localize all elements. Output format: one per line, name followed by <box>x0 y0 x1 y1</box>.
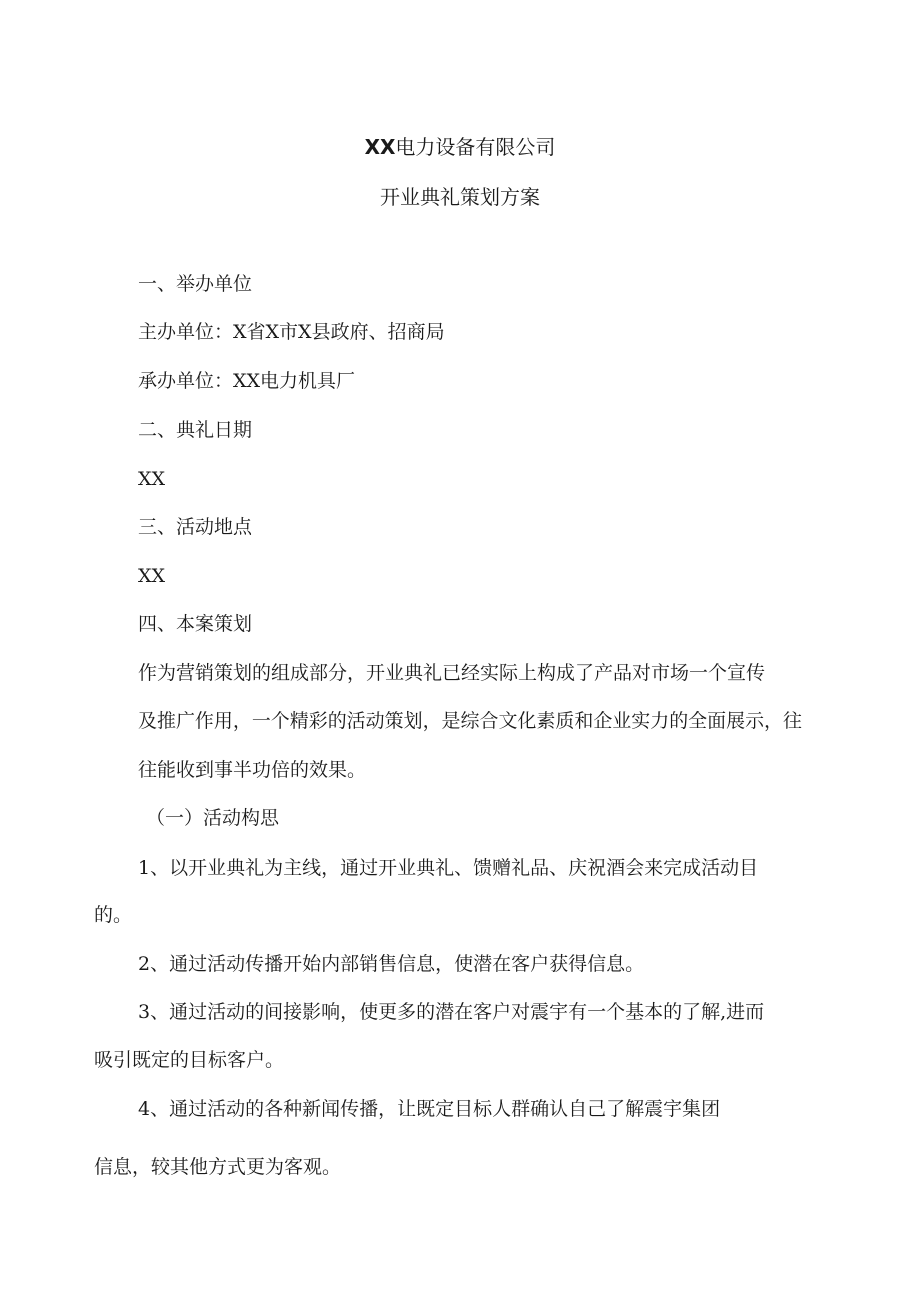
concept-item-4-line-2: 信息，较其他方式更为客观。 <box>94 1156 342 1178</box>
host-organizer-line: 主办单位：X省X市X县政府、招商局 <box>138 321 445 343</box>
company-name: 电力设备有限公司 <box>395 135 556 159</box>
undertaker-line: 承办单位：XX电力机具厂 <box>138 370 356 392</box>
document-subtitle: 开业典礼策划方案 <box>380 185 540 209</box>
section-heading-date: 二、典礼日期 <box>138 419 253 441</box>
plan-intro-line-2: 及推广作用，一个精彩的活动策划，是综合文化素质和企业实力的全面展示，往 <box>138 710 803 732</box>
location-value: XX <box>138 565 166 587</box>
section-heading-location: 三、活动地点 <box>138 516 253 538</box>
concept-item-3-line-2: 吸引既定的目标客户。 <box>94 1049 285 1071</box>
document-title <box>0 134 920 160</box>
plan-intro-line-1: 作为营销策划的组成部分，开业典礼已经实际上构成了产品对市场一个宣传 <box>138 662 766 684</box>
concept-item-3-line-1: 3、通过活动的间接影响，使更多的潜在客户对震宇有一个基本的了解,进而 <box>138 1001 765 1023</box>
company-prefix: XX <box>364 135 396 159</box>
concept-item-1-line-1: 1、以开业典礼为主线，通过开业典礼、馈赠礼品、庆祝酒会来完成活动目 <box>138 857 759 879</box>
concept-item-4-line-1: 4、通过活动的各种新闻传播，让既定目标人群确认自己了解震宇集团 <box>138 1098 721 1120</box>
concept-item-1-line-2: 的。 <box>94 904 133 926</box>
plan-intro-line-3: 往能收到事半功倍的效果。 <box>138 759 367 781</box>
section-heading-plan: 四、本案策划 <box>138 613 253 635</box>
concept-item-2: 2、通过活动传播开始内部销售信息，使潜在客户获得信息。 <box>138 953 645 975</box>
date-value: XX <box>138 468 166 490</box>
subsection-heading-concept: （一）活动构思 <box>146 807 280 829</box>
section-heading-organizer: 一、举办单位 <box>138 273 253 295</box>
